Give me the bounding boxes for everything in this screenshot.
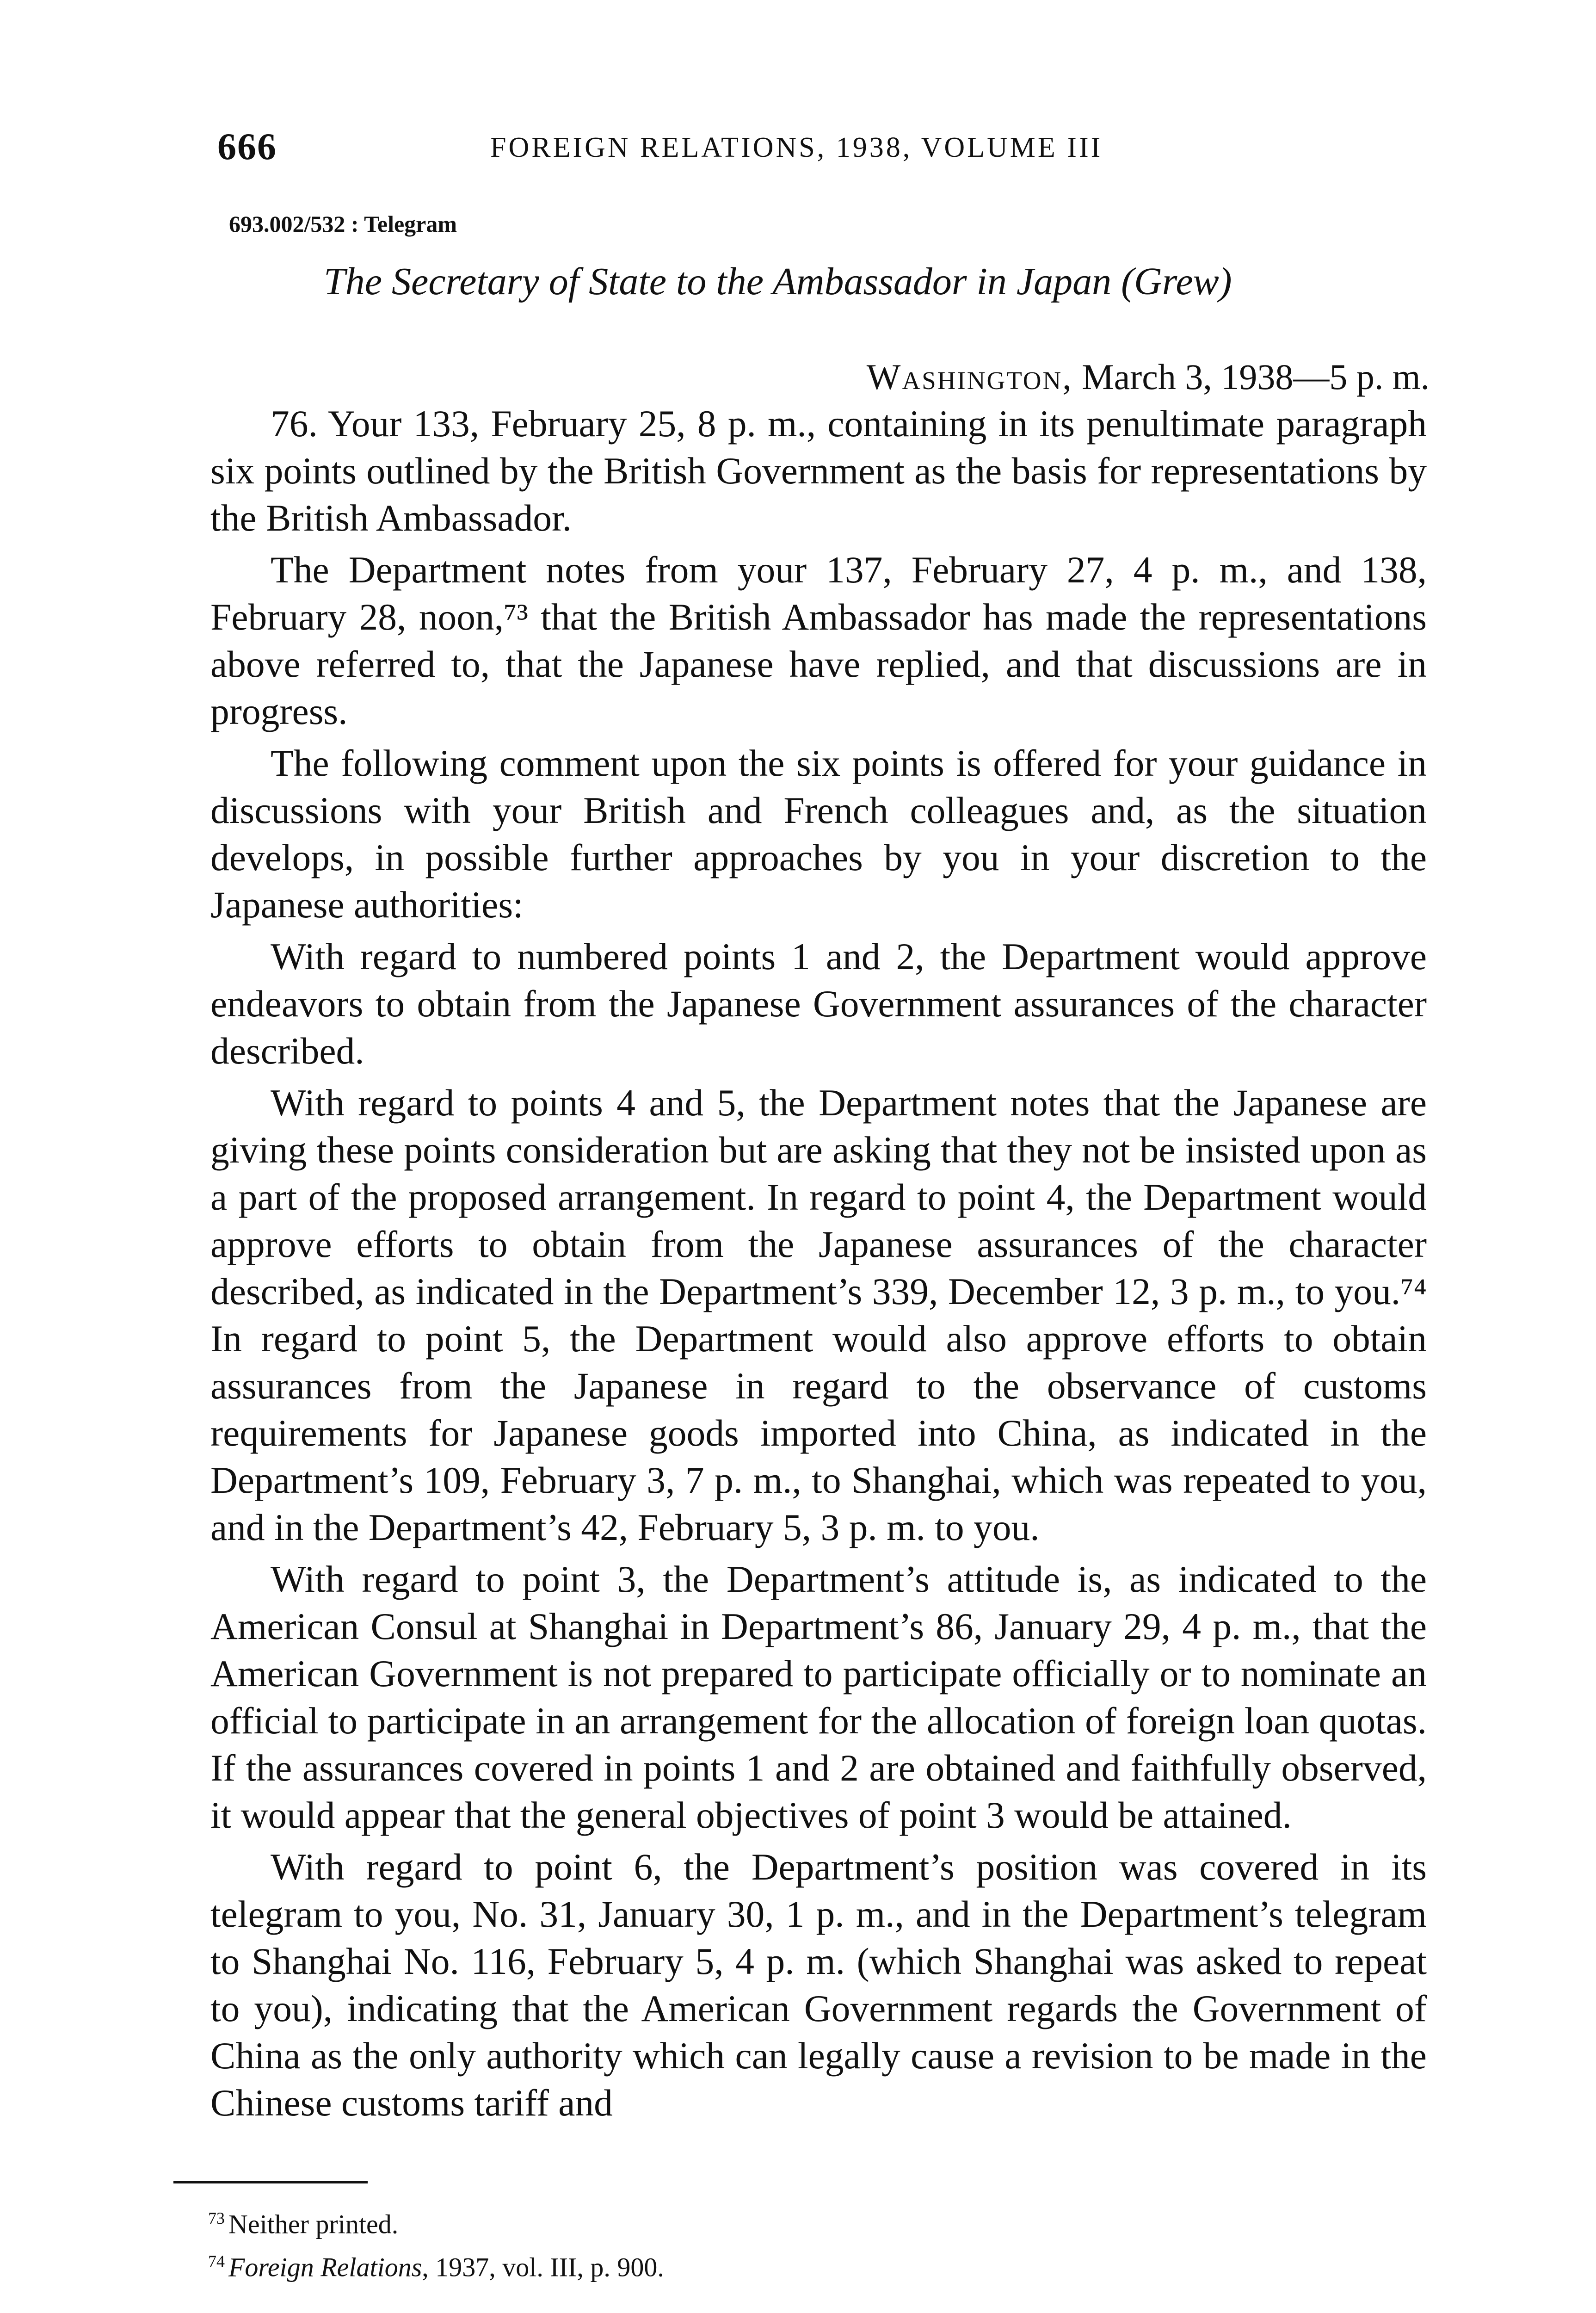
footnote-cited-title: Foreign Relations xyxy=(228,2252,422,2282)
footnote-marker: 74 xyxy=(208,2252,225,2271)
dateline xyxy=(867,356,1430,398)
document-title: The Secretary of State to the Ambassador in Japan (Grew) xyxy=(324,260,1232,303)
footnote xyxy=(208,2200,664,2243)
paragraph: With regard to points 4 and 5, the Department notes that the Japanese are giving these points consideration but are asking that they not be insisted upon as a part of the proposed arrangement. In regard to point 4, the Department would approve efforts to obtain from the Japanese assurances of the character described, as indicated in the Department’s 339, December 12, 3 p. m., to you.⁷⁴ In regard to point 5, the Department would also approve efforts to obtain assurances from the Japanese in regard to the observance of customs requirements for Japanese goods imported into China, as indicated in the Department’s 109, February 3, 7 p. m., to Shanghai, which was repeated to you, and in the Department’s 42, February 5, 3 p. m. to you. xyxy=(210,1082,1427,1548)
footnote-text: Neither printed. xyxy=(228,2209,399,2239)
footnote-marker: 73 xyxy=(208,2209,225,2227)
paragraph: With regard to numbered points 1 and 2, the Department would approve endeavors to obtain from the Japanese Government assurances of the character described. xyxy=(210,935,1427,1072)
paragraph: The following comment upon the six points is offered for your guidance in discussions with your British and French colleagues and, as the situation develops, in possible further approaches by you in your discretion to the Japanese authorities: xyxy=(210,742,1427,926)
page-number: 666 xyxy=(217,125,277,167)
footnote xyxy=(208,2243,664,2286)
dateline-date: March 3, 1938—5 p. m. xyxy=(1082,357,1430,397)
file-reference: 693.002/532 : Telegram xyxy=(229,211,457,237)
paragraph: 76. Your 133, February 25, 8 p. m., containing in its penultimate paragraph six points outlined by the British Government as the basis for representations by the British Ambassador. xyxy=(210,402,1427,539)
running-head: FOREIGN RELATIONS, 1938, VOLUME III xyxy=(490,132,1103,163)
paragraph: The Department notes from your 137, February 27, 4 p. m., and 138, February 28, noon,⁷³ that the British Ambassador has made the representations above referred to, that the Japanese have replied, and that discussions are in progress. xyxy=(210,549,1427,732)
paragraph: With regard to point 6, the Department’s position was covered in its telegram to you, No. 31, January 30, 1 p. m., and in the Department’s telegram to Shanghai No. 116, February 5, 4 p. m. (which Shanghai was asked to repeat to you), indicating that the American Government regards the Government of China as the only authority which can legally cause a revision to be made in the Chinese customs tariff and xyxy=(210,1846,1427,2124)
paragraph: With regard to point 3, the Department’s attitude is, as indicated to the American Consul at Shanghai in Department’s 86, January 29, 4 p. m., that the American Government is not prepared to participate officially or to nominate an official to participate in an arrangement for the allocation of foreign loan quotas. If the assurances covered in points 1 and 2 are obtained and faithfully observed, it would appear that the general objectives of point 3 would be attained. xyxy=(210,1558,1427,1836)
footnote-citation: , 1937, vol. III, p. 900. xyxy=(422,2252,664,2282)
footnotes xyxy=(208,2200,664,2286)
telegram-body xyxy=(210,400,1427,2131)
footnote-divider xyxy=(173,2181,368,2183)
dateline-city: Washington, xyxy=(866,357,1073,397)
page-header xyxy=(217,125,1438,180)
